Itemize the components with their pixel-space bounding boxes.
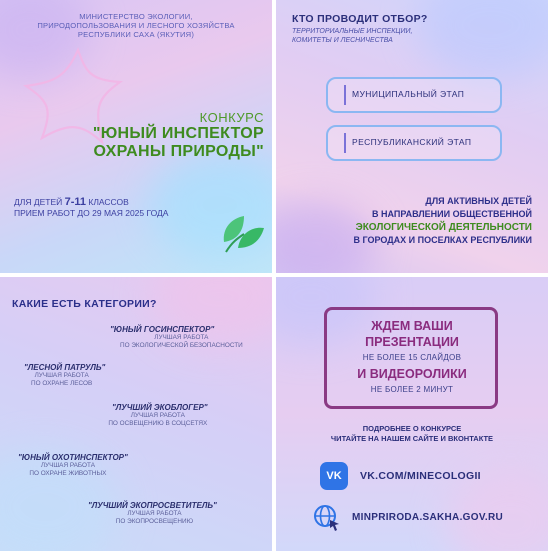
category-name: "ЮНЫЙ ОХОТИНСПЕКТОР" (18, 453, 128, 462)
stage-republican (326, 125, 502, 161)
category-item (24, 363, 105, 387)
wait-line-2: ПРЕЗЕНТАЦИИ (365, 335, 459, 349)
panel-contest-intro (0, 0, 272, 273)
vk-icon: VK (320, 462, 348, 490)
category-desc: ЛУЧШАЯ РАБОТА ПО ЭКОЛОГИЧЕСКОЙ БЕЗОПАСНОСТИ (120, 334, 243, 349)
category-desc: ЛУЧШАЯ РАБОТА ПО ЭКОПРОСВЕЩЕНИЮ (115, 510, 194, 525)
vk-link[interactable]: VK.COM/MINECOLOGII (360, 470, 481, 482)
slides-limit: НЕ БОЛЕЕ 15 СЛАЙДОВ (362, 353, 462, 362)
panel-submission (276, 277, 548, 551)
stage-label: МУНИЦИПАЛЬНЫЙ ЭТАП (352, 89, 465, 99)
videos-line: И ВИДЕОРОЛИКИ (357, 367, 467, 381)
more-info: ПОДРОБНЕЕ О КОНКУРСЕ ЧИТАЙТЕ НА НАШЕМ САЙТЕ И ВКОНТАКТЕ (330, 424, 494, 443)
selection-subtitle: ТЕРРИТОРИАЛЬНЫЕ ИНСПЕКЦИИ, КОМИТЕТЫ И ЛЕСНИЧЕСТВА (292, 28, 413, 44)
ministry-name: МИНИСТЕРСТВО ЭКОЛОГИИ, ПРИРОДОПОЛЬЗОВАНИЯ И ЛЕСНОГО ХОЗЯЙСТВА РЕСПУБЛИКИ САХА (ЯКУТИЯ) (37, 12, 235, 39)
site-link[interactable]: MINPRIRODA.SAKHA.GOV.RU (352, 512, 503, 523)
stage-label: РЕСПУБЛИКАНСКИЙ ЭТАП (352, 137, 472, 147)
contest-label: КОНКУРС (199, 110, 264, 125)
category-name: "ЮНЫЙ ГОСИНСПЕКТОР" (110, 325, 215, 334)
stage-municipal (326, 77, 502, 113)
category-item (110, 325, 243, 349)
category-item (18, 453, 128, 477)
category-item (88, 501, 217, 525)
contest-info: ДЛЯ ДЕТЕЙ 7-11 КЛАССОВ ПРИЕМ РАБОТ ДО 29 МАЯ 2025 ГОДА (14, 196, 169, 218)
category-item (108, 403, 208, 427)
globe-cursor-icon (312, 503, 342, 533)
category-name: "ЛУЧШИЙ ЭКОБЛОГЕР" (112, 403, 208, 412)
categories-heading: КАКИЕ ЕСТЬ КАТЕГОРИИ? (12, 298, 157, 310)
stage-marker (344, 85, 346, 105)
selection-heading: КТО ПРОВОДИТ ОТБОР? (292, 13, 428, 25)
video-limit: НЕ БОЛЕЕ 2 МИНУТ (370, 385, 454, 394)
contest-title: "ЮНЫЙ ИНСПЕКТОР ОХРАНЫ ПРИРОДЫ" (92, 125, 264, 160)
panel-categories (0, 277, 272, 551)
panel-selection (276, 0, 548, 273)
category-desc: ЛУЧШАЯ РАБОТА ПО ОХРАНЕ ЛЕСОВ (31, 372, 93, 387)
category-name: "ЛЕСНОЙ ПАТРУЛЬ" (24, 363, 106, 372)
category-name: "ЛУЧШИЙ ЭКОПРОСВЕТИТЕЛЬ" (88, 501, 217, 510)
leaves-icon (218, 212, 266, 254)
category-desc: ЛУЧШАЯ РАБОТА ПО ОСВЕЩЕНИЮ В СОЦСЕТЯХ (108, 412, 208, 427)
target-audience: ДЛЯ АКТИВНЫХ ДЕТЕЙ В НАПРАВЛЕНИИ ОБЩЕСТВЕННОЙ ЭКОЛОГИЧЕСКОЙ ДЕЯТЕЛЬНОСТИ В ГОРОДАХ И ПОСЕЛКАХ РЕСПУБЛИКИ (353, 196, 532, 245)
stage-marker (344, 133, 346, 153)
wait-line-1: ЖДЕМ ВАШИ (371, 319, 453, 333)
category-desc: ЛУЧШАЯ РАБОТА ПО ОХРАНЕ ЖИВОТНЫХ (29, 462, 107, 477)
